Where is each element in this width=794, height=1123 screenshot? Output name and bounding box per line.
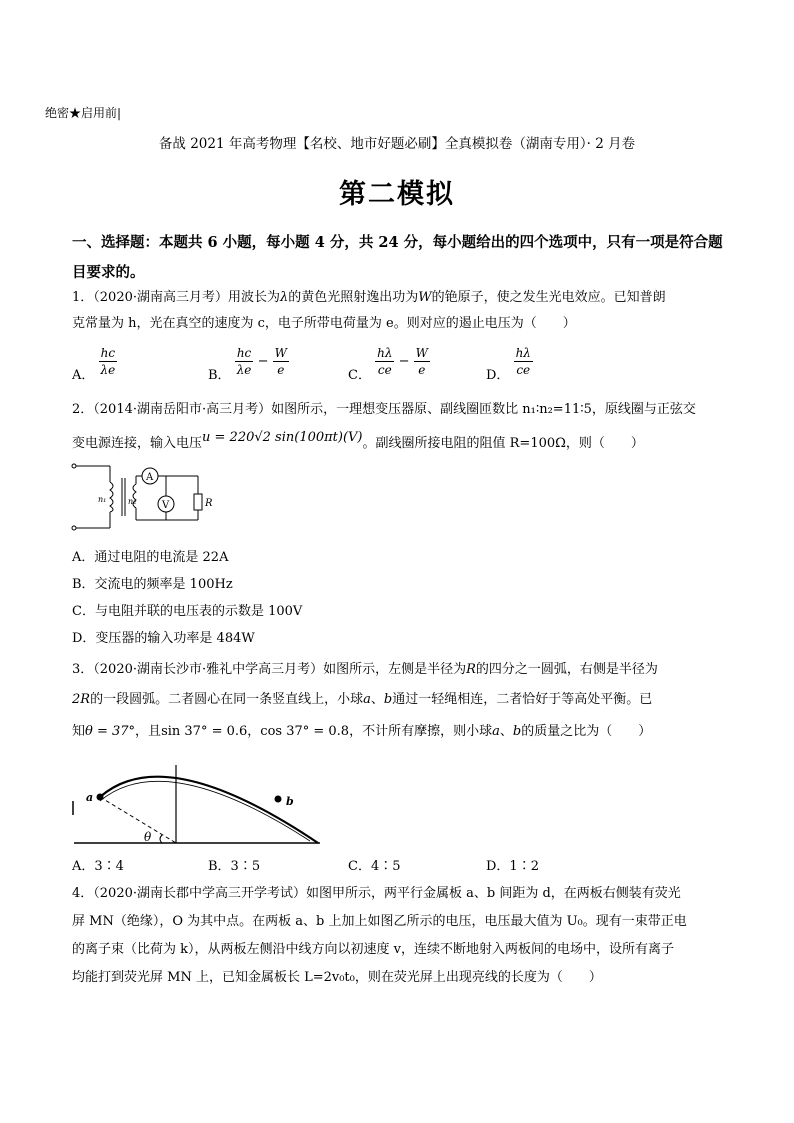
arc-diagram	[70, 755, 325, 847]
q4-line1: 4．（2020·湖南长郡中学高三开学考试）如图甲所示，两平行金属板 a、b 间距为 d，在两板右侧装有荧光	[72, 886, 681, 901]
q3-option-a[interactable]: A．3∶4	[72, 859, 124, 874]
q3-line1: 3．（2020·湖南长沙市·雅礼中学高三月考）如图所示，左侧是半径为R的四分之一圆弧，右侧是半径为	[72, 662, 658, 677]
section-heading: 一、选择题：本题共 6 小题，每小题 4 分，共 24 分，每小题给出的四个选项中，只有一项是符合题目要求的。	[72, 234, 723, 281]
q1-line2: 克常量为 h，光在真空的速度为 c，电子所带电荷量为 e。则对应的遏止电压为（ ）	[72, 316, 576, 331]
theta-label: θ	[144, 830, 152, 844]
resistor-label: R	[205, 498, 213, 509]
n2-label: n₂	[128, 497, 137, 506]
q1-option-c[interactable]: C． $\frac{h\lambda}{ce}$ − $\frac{W}{e}$	[348, 346, 428, 383]
ball-b-label: b	[286, 795, 294, 808]
q2-option-b[interactable]: B．交流电的频率是 100Hz	[72, 577, 233, 592]
q3-line2: 2R的一段圆弧。二者圆心在同一条竖直线上，小球a、b通过一轻绳相连，二者恰好于等高处平衡。已	[72, 692, 653, 707]
q2-option-c[interactable]: C．与电阻并联的电压表的示数是 100V	[72, 604, 303, 619]
q3-option-d[interactable]: D．1∶2	[486, 859, 539, 874]
q3-line3: 知θ = 37°，且sin 37° = 0.6，cos 37° = 0.8，不计所有摩擦，则小球a、b的质量之比为（ ）	[72, 724, 652, 739]
q1-line1: 1．（2020·湖南高三月考）用波长为λ的黄色光照射逸出功为W的铯原子，使之发生光电效应。已知普朗	[72, 290, 666, 305]
n1-label: n₁	[98, 495, 107, 504]
q2-line1: 2．（2014·湖南岳阳市·高三月考）如图所示，一理想变压器原、副线圈匝数比 n₁∶n₂=11∶5，原线圈与正弦交	[72, 402, 696, 417]
q4-line4: 均能打到荧光屏 MN 上，已知金属板长 L=2v₀t₀，则在荧光屏上出现亮线的长度为（ ）	[72, 970, 602, 985]
q4-line2: 屏 MN（绝缘），O 为其中点。在两板 a、b 上加上如图乙所示的电压，电压最大值为 U₀。现有一束带正电	[72, 914, 687, 929]
q2-line2: 变电源连接，输入电压u = 220√2 sin(100πt)(V)。副线圈所接电阻的阻值 R=100Ω，则（ ）	[72, 430, 644, 451]
q1-option-a[interactable]: A． $\frac{hc}{\lambda e}$	[72, 346, 116, 383]
ball-a-label: a	[86, 791, 94, 804]
q1-option-b[interactable]: B． $\frac{hc}{\lambda e}$ − $\frac{W}{e}$	[208, 346, 287, 383]
q2-option-a[interactable]: A．通过电阻的电流是 22A	[72, 550, 229, 565]
ammeter-label: A	[146, 472, 154, 483]
voltmeter-label: V	[162, 500, 170, 511]
q3-option-b[interactable]: B．3∶5	[208, 859, 261, 874]
q3-option-c[interactable]: C．4∶5	[348, 859, 401, 874]
page-title: 第二模拟	[339, 179, 455, 210]
q2-option-d[interactable]: D．变压器的输入功率是 484W	[72, 631, 255, 646]
q1-option-d[interactable]: D． $\frac{h\lambda}{ce}$	[486, 346, 531, 383]
confidential-mark: 绝密★启用前|	[45, 106, 122, 120]
q4-line3: 的离子束（比荷为 k），从两板左侧沿中线方向以初速度 v，连续不断地射入两板间的电场中，设所有离子	[72, 942, 674, 957]
exam-subtitle: 备战 2021 年高考物理【名校、地市好题必刷】全真模拟卷（湖南专用）· 2 月卷	[158, 136, 636, 152]
transformer-diagram	[70, 460, 220, 532]
